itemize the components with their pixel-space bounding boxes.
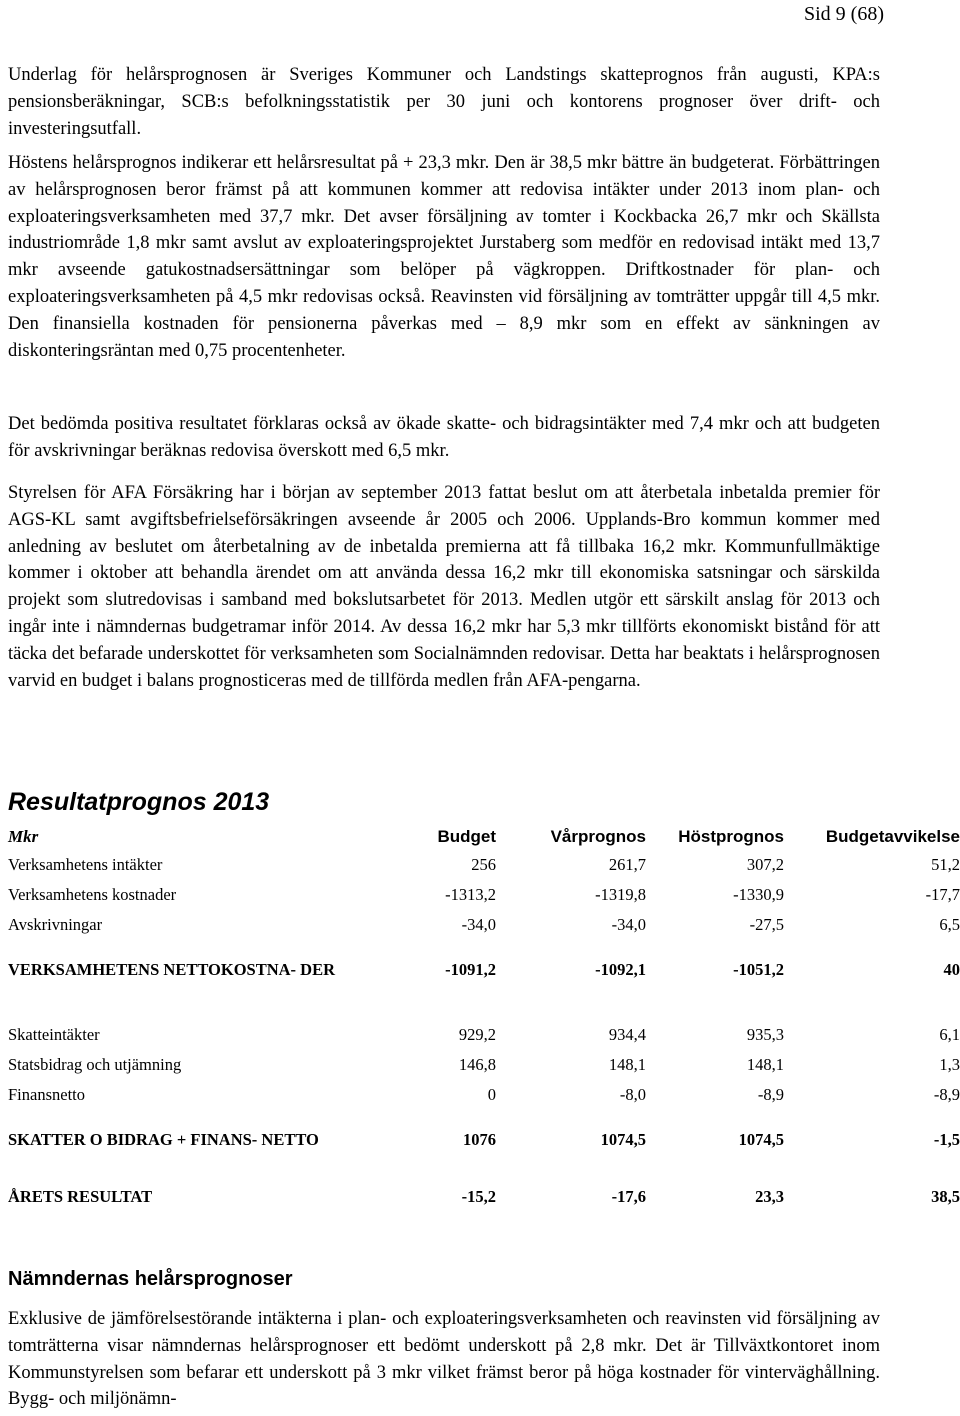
paragraph-positivt-resultat: Det bedömda positiva resultatet förklaras också av ökade skatte- och bidragsintäkter med 7,4 mkr och att budgeten för avskrivningar beräknas redovisa överskott med 6,5 mkr.: [8, 414, 880, 461]
table-row-subtotal: [8, 1110, 960, 1168]
cell-hostprognos: -1051,2: [733, 959, 784, 979]
cell-varprognos: -8,0: [619, 1085, 646, 1104]
cell-hostprognos: -27,5: [749, 915, 784, 934]
paragraph-afa-forsakring: Styrelsen för AFA Försäkring har i början av september 2013 fattat beslut om att återbetala inbetalda premier för AGS-KL samt avgiftsbefrielseförsäkringen avseende år 2005 och 2006. Upplands-Bro kommun kommer med anledning av beslutet om återbetalning av de inbetalda premierna att få tillbaka 16,2 mkr. Kommunfullmäktige kommer i oktober att behandla ärendet om att använda dessa 16,2 mkr till ekonomiska satsningar och särskilda projekt som slutredovisas i samband med bokslutsarbetet för 2013. Medlen utgör ett särskilt anslag för 2013 och ingår inte i nämndernas budgetramar inför 2014. Av dessa 16,2 mkr har 5,3 mkr tillförts ekonomiskt bistånd för att täcka det befarade underskottet för verksamheten som Socialnämnden redovisar. Detta har beaktats i helårsprognosen varvid en budget i balans prognosticeras med de tillförda medlen från AFA-pengarna.: [8, 483, 880, 691]
row-label: Statsbidrag och utjämning: [8, 1055, 182, 1074]
cell-budget: -15,2: [461, 1187, 496, 1206]
table-row: [8, 1050, 960, 1080]
cell-budgetavvikelse: 1,3: [939, 1055, 960, 1074]
row-label: Finansnetto: [8, 1085, 85, 1104]
cell-hostprognos: 935,3: [746, 1025, 784, 1044]
paragraph-namnder: Exklusive de jämförelsestörande intäkterna i plan- och exploateringsverksamheten och reavinsten vid försäljning av tomträtterna visar nämndernas helårsprognoser ett bedömt underskott på 2,8 mkr. Det är Tillväxtkontoret inom Kommunstyrelsen som befarar ett underskott på 3 mkr vilket främst beror på höga kostnader för vinterväghållning. Bygg- och miljönämn-: [8, 1309, 880, 1410]
page-number: Sid 9 (68): [804, 3, 884, 25]
cell-budgetavvikelse: -1,5: [933, 1129, 960, 1149]
cell-varprognos: -1092,1: [595, 959, 646, 979]
result-table-title: Resultatprognos 2013: [8, 788, 270, 816]
cell-varprognos: 1074,5: [600, 1129, 646, 1149]
cell-budgetavvikelse: 38,5: [931, 1187, 960, 1206]
table-row: [8, 850, 960, 880]
cell-budget: -1313,2: [445, 885, 496, 904]
cell-budgetavvikelse: 40: [943, 959, 960, 979]
cell-varprognos: -1319,8: [595, 885, 646, 904]
cell-budget: 256: [471, 855, 496, 874]
cell-varprognos: 261,7: [608, 855, 646, 874]
cell-budget: 1076: [463, 1129, 496, 1149]
paragraph-hostens-prognos: Höstens helårsprognos indikerar ett helårsresultat på + 23,3 mkr. Den är 38,5 mkr bättre än budgeterat. Förbättringen av helårsprognosen beror främst på att kommunen kommer att redovisa intäkter under 2013 inom plan- och exploateringsverksamheten med 37,7 mkr. Det avser försäljning av tomter i Kockbacka 26,7 mkr och Skällsta industriområde 1,8 mkr samt avslut av exploateringsprojektet Jurstaberg som medför en redovisad intäkt med 13,7 mkr avseende gatukostnadsersättningar som belöper på vägkroppen. Driftkostnader för plan- och exploateringsverksamheten på 4,5 mkr redovisas också. Reavinsten vid försäljning av tomträtter uppgår till 4,5 mkr. Den finansiella kostnaden för pensionerna påverkas med – 8,9 mkr som en effekt av sänkningen av diskonteringsräntan med 0,75 procentenheter.: [8, 153, 880, 361]
header-varprognos: Vårprognos: [550, 827, 646, 846]
result-table: [8, 824, 960, 1214]
table-header-row: [8, 824, 960, 850]
cell-budget: 146,8: [458, 1055, 496, 1074]
cell-hostprognos: -1330,9: [733, 885, 784, 904]
cell-budget: 0: [487, 1085, 496, 1104]
row-label: Verksamhetens kostnader: [8, 885, 177, 904]
cell-budget: 929,2: [458, 1025, 496, 1044]
cell-budget: -1091,2: [445, 959, 496, 979]
section-heading-namnder: Nämndernas helårsprognoser: [8, 1268, 293, 1290]
table-row-subtotal: [8, 940, 960, 998]
cell-varprognos: 934,4: [608, 1025, 646, 1044]
cell-hostprognos: -8,9: [757, 1085, 784, 1104]
cell-hostprognos: 307,2: [746, 855, 784, 874]
cell-varprognos: -34,0: [611, 915, 646, 934]
header-budgetavvikelse: Budgetavvikelse: [825, 827, 960, 846]
cell-budgetavvikelse: 51,2: [931, 855, 960, 874]
cell-varprognos: -17,6: [611, 1187, 646, 1206]
table-row-result: [8, 1180, 960, 1214]
cell-budgetavvikelse: -8,9: [933, 1085, 960, 1104]
row-label: ÅRETS RESULTAT: [8, 1187, 153, 1206]
table-row: [8, 880, 960, 910]
table-spacer: [8, 998, 960, 1020]
table-row: [8, 1020, 960, 1050]
cell-budgetavvikelse: 6,5: [939, 915, 960, 934]
cell-budget: -34,0: [461, 915, 496, 934]
row-label: Verksamhetens intäkter: [8, 855, 163, 874]
table-spacer: [8, 1168, 960, 1180]
table-row: [8, 910, 960, 940]
header-budget: Budget: [437, 827, 496, 846]
header-hostprognos: Höstprognos: [678, 827, 784, 846]
cell-budgetavvikelse: -17,7: [925, 885, 960, 904]
cell-hostprognos: 23,3: [755, 1187, 784, 1206]
cell-hostprognos: 1074,5: [738, 1129, 784, 1149]
cell-budgetavvikelse: 6,1: [939, 1025, 960, 1044]
cell-hostprognos: 148,1: [746, 1055, 784, 1074]
header-unit: Mkr: [8, 827, 39, 846]
paragraph-underlag: Underlag för helårsprognosen är Sveriges Kommuner och Landstings skatteprognos från augusti, KPA:s pensionsberäkningar, SCB:s befolkningsstatistik per 30 juni och kontorens prognoser över drift- och investeringsutfall.: [8, 65, 880, 139]
cell-varprognos: 148,1: [608, 1055, 646, 1074]
row-label: SKATTER O BIDRAG + FINANS- NETTO: [8, 1129, 319, 1149]
row-label: Avskrivningar: [8, 915, 103, 934]
table-row: [8, 1080, 960, 1110]
row-label: Skatteintäkter: [8, 1025, 100, 1044]
row-label: VERKSAMHETENS NETTOKOSTNA- DER: [8, 959, 336, 979]
